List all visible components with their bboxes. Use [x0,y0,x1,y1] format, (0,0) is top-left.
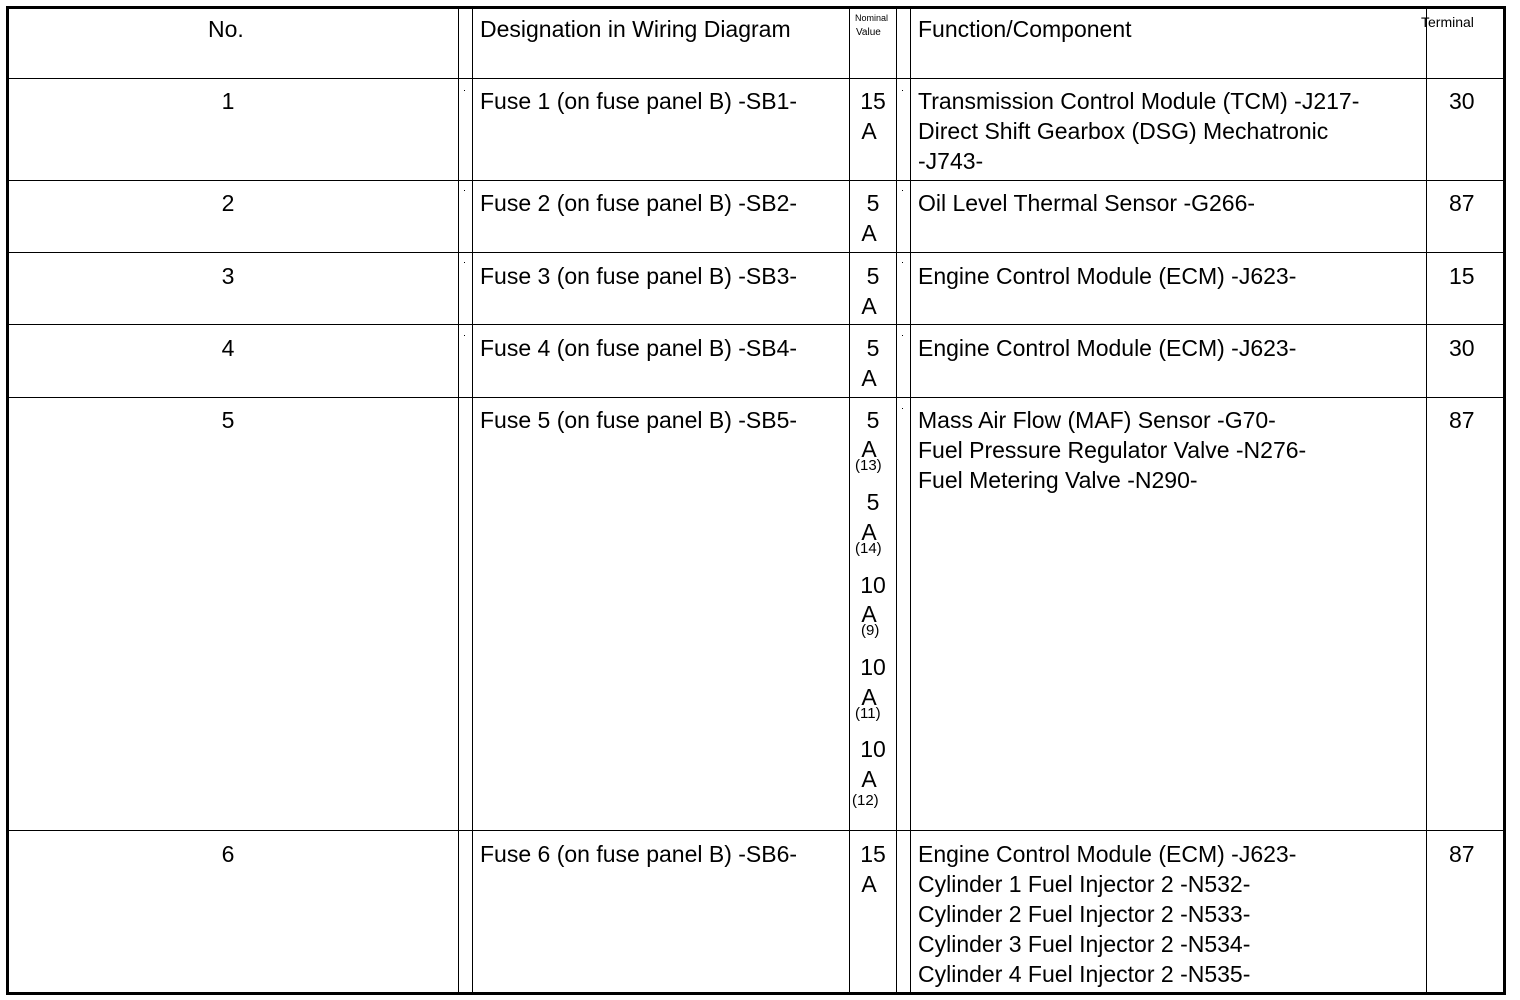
nominal-unit: A [861,601,877,627]
nominal-unit: A [861,365,877,391]
row-divider [6,252,1506,253]
nominal-amount: 5 [866,190,880,216]
nominal-unit: A [861,220,877,246]
function-line: Cylinder 3 Fuel Injector 2 -N534- [918,931,1251,957]
header-nominal: Nominal [855,13,889,23]
row-number: 6 [221,841,235,867]
cell-marker [464,190,465,191]
function-line: Cylinder 1 Fuel Injector 2 -N532- [918,871,1251,897]
nominal-amount: 15 [860,841,886,867]
nominal-amount: 10 [860,572,886,598]
designation: Fuse 4 (on fuse panel B) -SB4- [480,335,798,361]
row-number: 3 [221,263,235,289]
cell-marker [464,262,465,263]
row-divider [6,180,1506,181]
cell-marker [464,90,465,91]
cell-marker [902,262,903,263]
footnote-ref: (9) [861,622,880,639]
function-line: Engine Control Module (ECM) -J623- [918,841,1297,867]
nominal-unit: A [861,871,877,897]
column-divider [458,6,459,995]
cell-marker [902,190,903,191]
column-divider [910,6,911,995]
cell-marker [464,335,465,336]
nominal-amount: 5 [866,263,880,289]
function-line: Engine Control Module (ECM) -J623- [918,263,1297,289]
terminal: 30 [1449,335,1475,361]
function-line: Fuel Metering Valve -N290- [918,467,1198,493]
nominal-unit: A [861,118,877,144]
row-number: 4 [221,335,235,361]
header-function: Function/Component [918,16,1132,42]
nominal-amount: 5 [866,407,880,433]
nominal-amount: 5 [866,335,880,361]
nominal-unit: A [861,436,877,462]
nominal-amount: 15 [860,88,886,114]
terminal: 30 [1449,88,1475,114]
row-divider [6,78,1506,79]
designation: Fuse 2 (on fuse panel B) -SB2- [480,190,798,216]
row-number: 2 [221,190,235,216]
nominal-amount: 10 [860,736,886,762]
nominal-unit: A [861,293,877,319]
function-component [918,261,1296,291]
function-component [918,86,1359,176]
header-designation: Designation in Wiring Diagram [480,16,791,42]
nominal-amount: 10 [860,654,886,680]
designation: Fuse 6 (on fuse panel B) -SB6- [480,841,798,867]
header-terminal: Terminal [1421,14,1474,30]
function-line: Direct Shift Gearbox (DSG) Mechatronic [918,118,1329,144]
cell-marker [902,335,903,336]
function-line: Transmission Control Module (TCM) -J217- [918,88,1360,114]
footnote-ref: (11) [855,705,881,722]
header-no: No. [208,16,244,42]
footnote-ref: (13) [855,457,882,474]
function-line: Cylinder 4 Fuel Injector 2 -N535- [918,961,1251,987]
header-value: Value [856,27,881,38]
function-line: Oil Level Thermal Sensor -G266- [918,190,1256,216]
function-line: Mass Air Flow (MAF) Sensor -G70- [918,407,1276,433]
terminal: 87 [1449,407,1475,433]
cell-marker [902,90,903,91]
designation: Fuse 3 (on fuse panel B) -SB3- [480,263,798,289]
footnote-ref: (14) [855,540,882,557]
cell-marker [902,408,903,409]
nominal-unit: A [861,519,877,545]
nominal-unit: A [861,684,877,710]
designation: Fuse 5 (on fuse panel B) -SB5- [480,407,798,433]
nominal-amount: 5 [866,489,880,515]
nominal-unit: A [861,766,877,792]
row-divider [6,397,1506,398]
footnote-ref: (12) [852,792,879,809]
function-line: Fuel Pressure Regulator Valve -N276- [918,437,1307,463]
row-divider [6,324,1506,325]
terminal: 15 [1449,263,1475,289]
column-divider [1426,6,1427,995]
function-component [918,188,1255,218]
terminal: 87 [1449,190,1475,216]
designation: Fuse 1 (on fuse panel B) -SB1- [480,88,798,114]
function-line: -J743- [918,148,984,174]
function-component [918,405,1306,495]
function-line: Engine Control Module (ECM) -J623- [918,335,1297,361]
terminal: 87 [1449,841,1475,867]
row-number: 1 [221,88,235,114]
function-line: Cylinder 2 Fuel Injector 2 -N533- [918,901,1251,927]
function-component [918,333,1296,363]
row-divider [6,830,1506,831]
column-divider [472,6,473,995]
function-component [918,839,1296,989]
row-number: 5 [221,407,235,433]
